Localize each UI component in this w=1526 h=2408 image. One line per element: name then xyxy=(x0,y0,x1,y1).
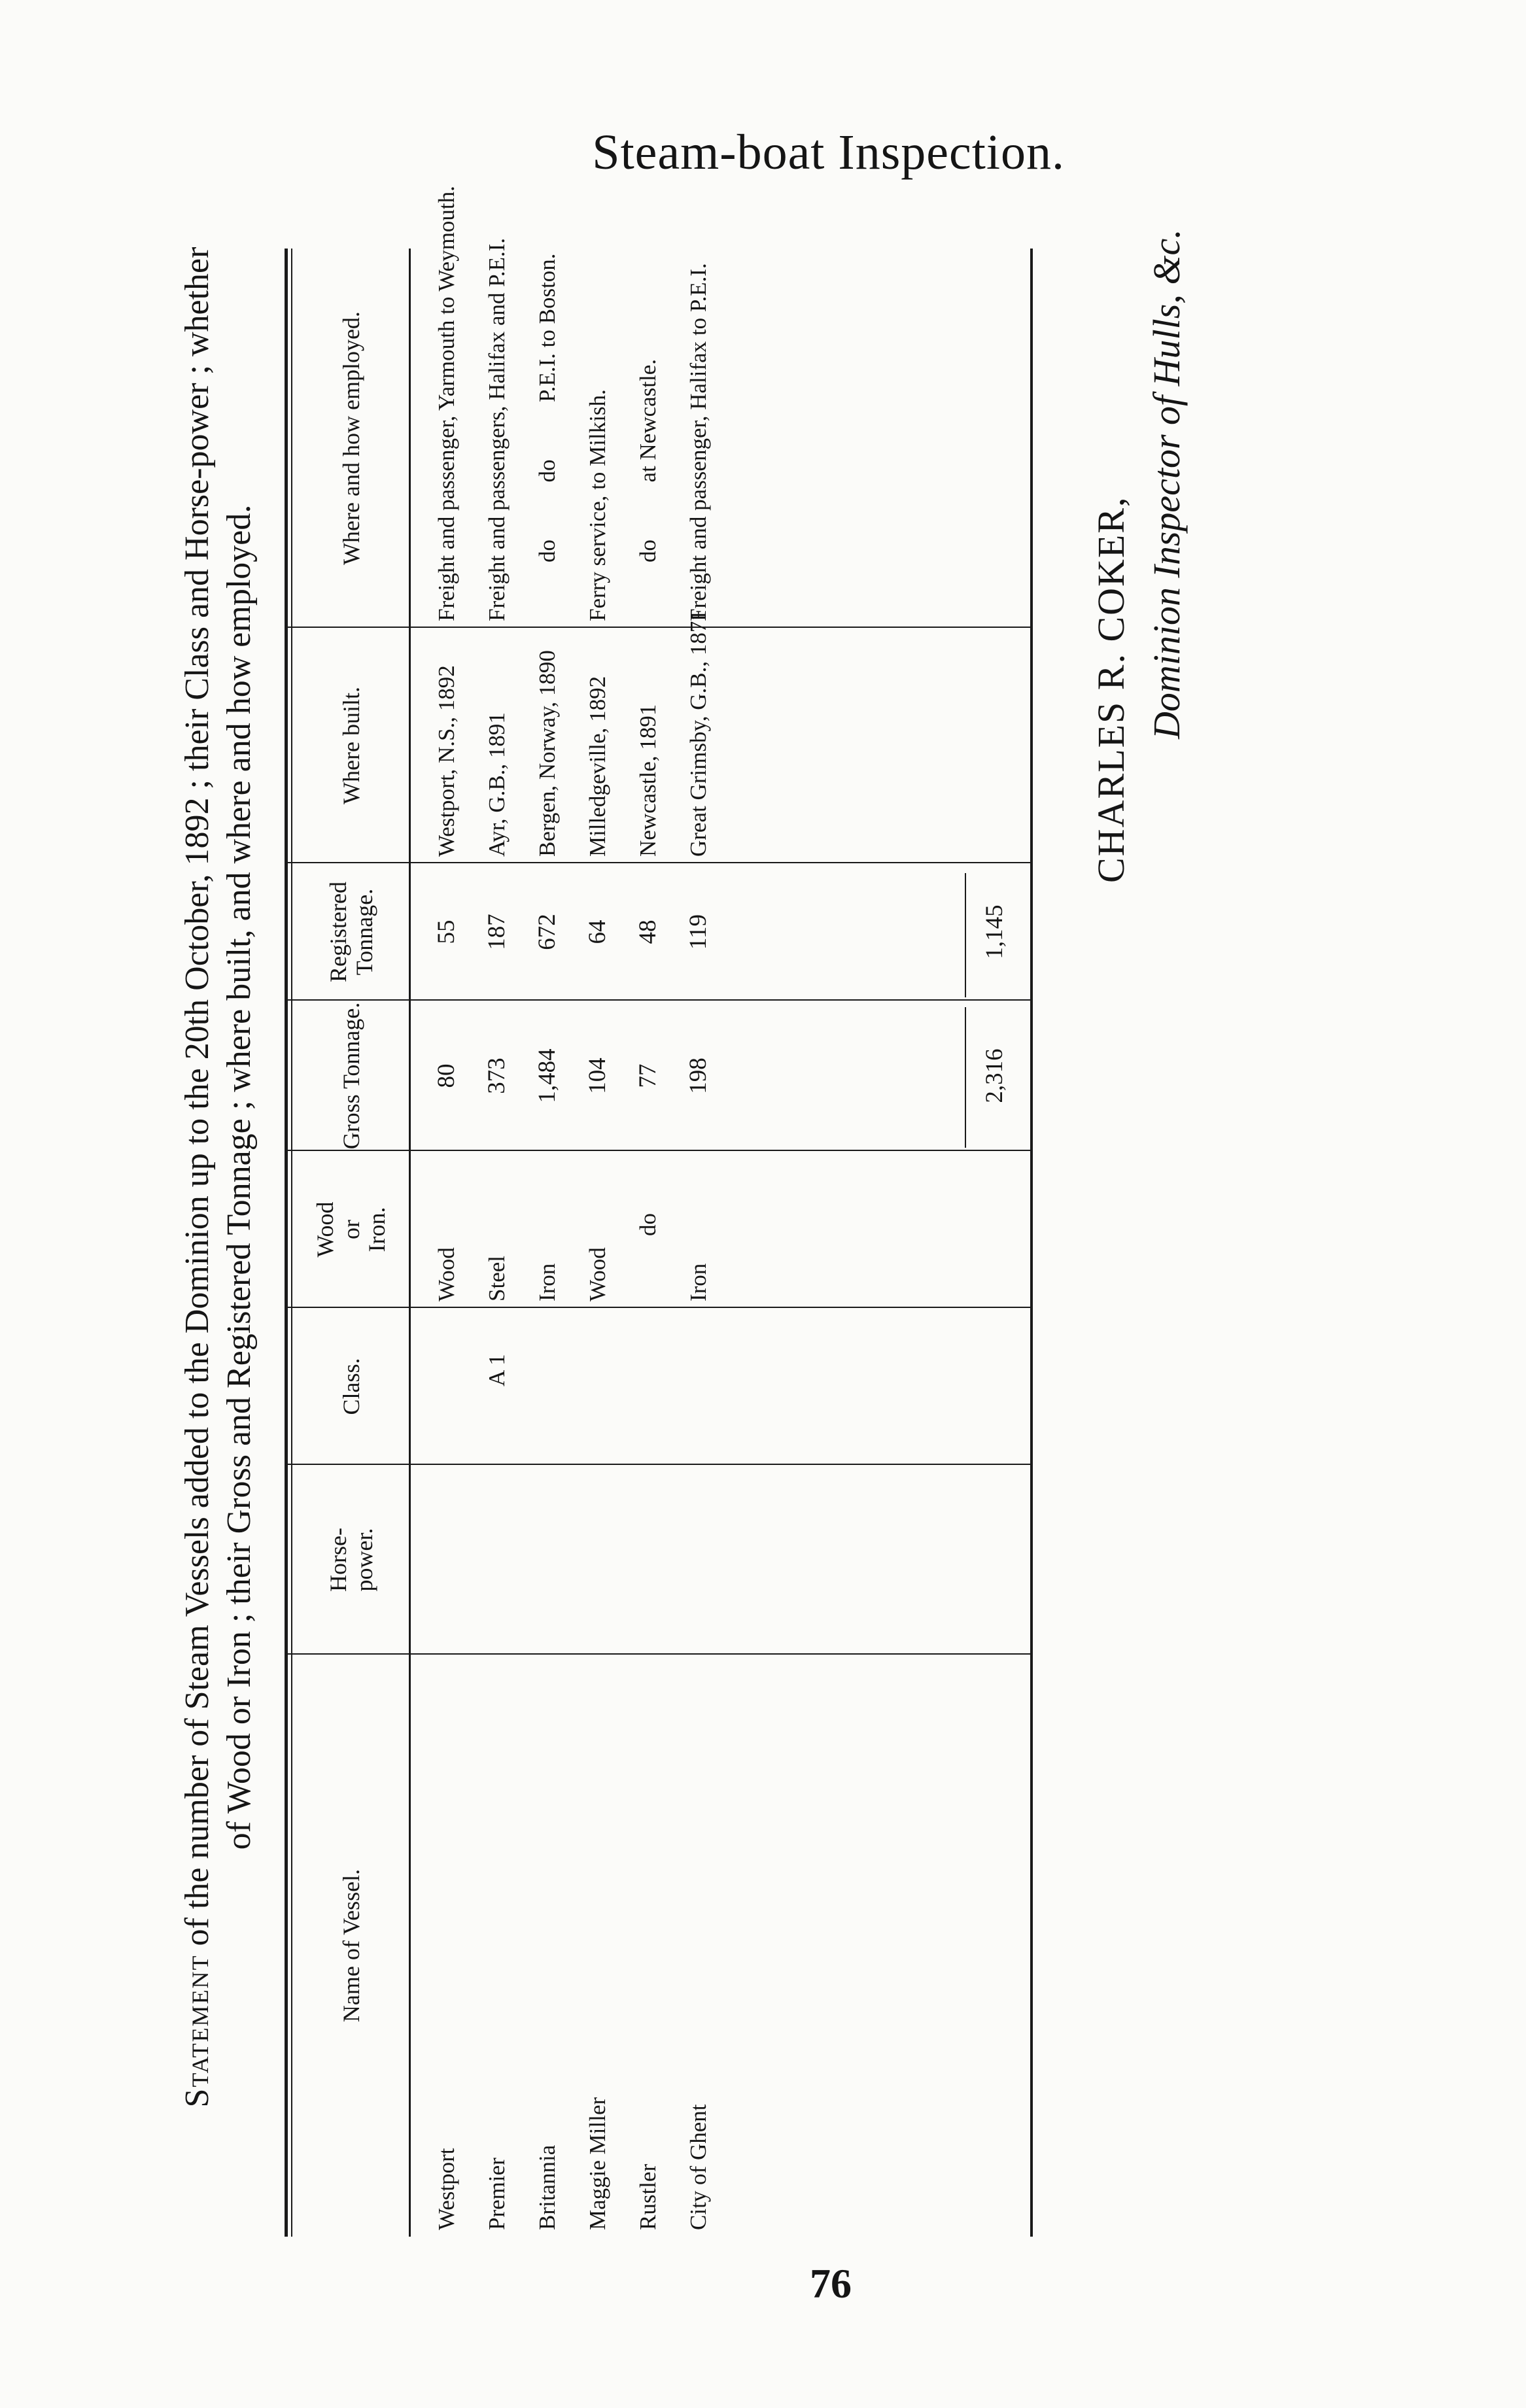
vessel-material: Steel xyxy=(483,1256,510,1301)
vessel-registered-tonnage: 672 xyxy=(534,914,561,950)
table-top-rule-thin xyxy=(291,249,292,2237)
vessel-material: Wood xyxy=(584,1247,610,1301)
total-gross-tonnage: 2,316 xyxy=(981,1048,1008,1103)
vessel-registered-tonnage: 119 xyxy=(685,914,712,950)
vessel-gross-tonnage: 80 xyxy=(433,1063,460,1088)
vessel-name: Maggie Miller xyxy=(584,2097,610,2230)
rotated-statement-block xyxy=(177,98,1321,2256)
vessel-where-built: Newcastle, 1891 xyxy=(634,704,661,857)
vessel-gross-tonnage: 1,484 xyxy=(534,1048,561,1103)
vessel-name: Westport xyxy=(433,2148,459,2230)
header-where-built: Where built. xyxy=(338,687,364,804)
vessel-where-built: Great Grimsby, G.B., 1871 xyxy=(685,610,711,857)
vessel-material: Wood xyxy=(433,1247,459,1301)
vessel-where-employed: do do P.E.I. to Boston. xyxy=(534,253,560,562)
statement-line-2: of Wood or Iron ; their Gross and Registered Tonnage ; where built, and where and how employed. xyxy=(220,504,258,1850)
vessel-where-built: Bergen, Norway, 1890 xyxy=(534,650,560,857)
signature-title: Dominion Inspector of Hulls, &c. xyxy=(1145,229,1188,739)
vessel-where-employed: Freight and passengers, Halifax and P.E.I. xyxy=(483,237,510,621)
vessel-name: Rustler xyxy=(634,2163,661,2230)
statement-text-1: of the number of Steam Vessels added to the Dominion up to the 20th October, 1892 ; their Class and Horse-power ; whether xyxy=(179,247,216,1946)
statement-lead: Statement xyxy=(179,1954,216,2108)
totals-rule-registered xyxy=(965,873,966,997)
vessel-where-employed: Ferry service, to Milkish. xyxy=(584,389,610,621)
vessel-gross-tonnage: 77 xyxy=(634,1063,661,1088)
header-registered-tonnage: Registered Tonnage. xyxy=(324,882,377,982)
statement-line-1 xyxy=(177,98,218,2256)
vessel-material: do xyxy=(634,1213,661,1236)
vessel-where-built: Milledgeville, 1892 xyxy=(584,676,610,857)
running-head: Steam-boat Inspection. xyxy=(592,125,1065,180)
vessel-gross-tonnage: 373 xyxy=(483,1058,510,1094)
totals-rule-gross xyxy=(965,1007,966,1148)
vessel-where-employed: Freight and passenger, Halifax to P.E.I. xyxy=(685,263,711,621)
vessel-material: Iron xyxy=(534,1263,560,1301)
table-bottom-rule xyxy=(1030,249,1033,2237)
vessel-material: Iron xyxy=(685,1263,711,1301)
header-bottom-rule xyxy=(409,249,411,2237)
vessel-where-employed: Freight and passenger, Yarmouth to Weymouth. xyxy=(433,186,459,621)
vessels-table xyxy=(285,186,1033,2237)
vessel-where-built: Westport, N.S., 1892 xyxy=(433,665,459,857)
header-where-employed: Where and how employed. xyxy=(338,311,364,565)
header-horse-power: Horse-power. xyxy=(324,1528,377,1592)
signature-name: CHARLES R. COKER, xyxy=(1090,496,1132,883)
vessel-where-employed: do at Newcastle. xyxy=(634,358,661,562)
vessel-registered-tonnage: 55 xyxy=(433,920,460,944)
statement-heading xyxy=(177,98,261,2256)
header-wood-or-iron: Wood or Iron. xyxy=(312,1201,390,1258)
header-name: Name of Vessel. xyxy=(338,1868,364,2023)
vessel-registered-tonnage: 64 xyxy=(584,920,611,944)
vessel-gross-tonnage: 198 xyxy=(685,1058,712,1094)
total-registered-tonnage: 1,145 xyxy=(981,904,1008,959)
vessel-registered-tonnage: 187 xyxy=(483,914,510,950)
vessel-name: City of Ghent xyxy=(685,2104,711,2230)
vessel-class: A 1 xyxy=(483,1354,510,1386)
vessel-name: Premier xyxy=(483,2158,510,2230)
vessel-where-built: Ayr, G.B., 1891 xyxy=(483,712,510,857)
page-number: 76 xyxy=(810,2260,852,2307)
vessel-gross-tonnage: 104 xyxy=(584,1058,611,1094)
table-top-rule xyxy=(285,249,288,2237)
header-class: Class. xyxy=(338,1358,364,1415)
vessel-name: Britannia xyxy=(534,2144,560,2230)
header-gross-tonnage: Gross Tonnage. xyxy=(338,1002,364,1150)
vessel-registered-tonnage: 48 xyxy=(634,920,661,944)
